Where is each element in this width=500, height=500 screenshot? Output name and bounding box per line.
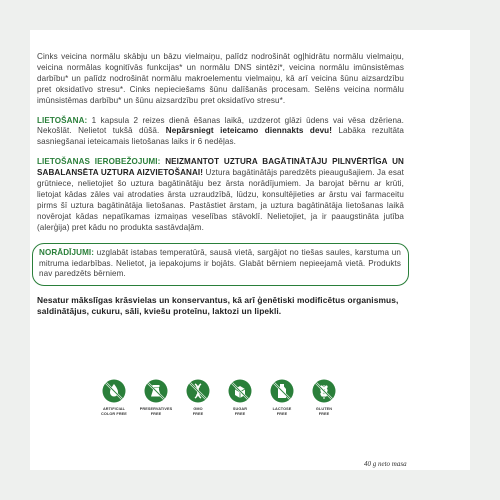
icon-label-line: FREE xyxy=(192,411,204,416)
net-weight: 40 g neto masa xyxy=(364,460,407,468)
gluten-icon xyxy=(311,378,337,404)
lactose-icon xyxy=(269,378,295,404)
usage-paragraph xyxy=(37,116,404,149)
usage-tail: Labāka rezultāta sasniegšanai ieteicamais lietošanas laiks ir 6 nedēļas. xyxy=(37,126,404,147)
icon-label-line: ARTIFICIAL xyxy=(102,407,126,411)
icon-item-artificial-color xyxy=(95,378,133,416)
artificial-color-icon xyxy=(101,378,127,404)
icon-label xyxy=(137,407,175,416)
icon-label-line: GLUTEN xyxy=(315,407,333,411)
icon-label-line: COLOR FREE xyxy=(101,411,127,416)
gmo-icon xyxy=(185,378,211,404)
icon-item-lactose xyxy=(263,378,301,416)
label-text xyxy=(37,52,404,326)
notice-heading: NORĀDĪJUMI: xyxy=(39,247,95,257)
usage-text: 1 kapsula 2 reizes dienā ēšanas laikā, uzdzerot glāzi ūdens vai vēsa dzēriena. Nekošlāt. Nelietot tukšā dūšā. xyxy=(37,115,404,136)
preservatives-icon xyxy=(143,378,169,404)
icon-label-line: FREE xyxy=(150,411,162,416)
icon-label xyxy=(221,407,259,416)
notice-text: uzglabāt istabas temperatūrā, sausā vietā, sargājot no tiešas saules, karstuma un mitruma iedarbības. Nelietot, ja iepakojums ir bojāts. Glabāt bērniem nepieejamā vietā. Produkts nav paredzēts bērniem. xyxy=(39,247,401,279)
free-from-icons xyxy=(95,378,345,438)
icon-item-preservatives xyxy=(137,378,175,416)
storage-notice-box xyxy=(32,243,409,287)
usage-heading: LIETOŠANA: xyxy=(37,115,88,125)
icon-label-line: FREE xyxy=(318,411,330,416)
icon-label xyxy=(263,407,301,416)
icon-label-line: GMO xyxy=(193,407,203,411)
icon-label-line: LACTOSE xyxy=(272,407,292,411)
restrictions-heading: LIETOŠANAS IEROBEŽOJUMI: xyxy=(37,157,161,167)
icon-label xyxy=(95,407,133,416)
restrictions-warning: NEIZMANTOT UZTURA BAGĀTINĀTĀJU PILNVĒRTĪGA UN SABALANSĒTA UZTURA AIZVIETOŠANAI! xyxy=(37,157,405,178)
icon-label-line: PRESERVATIVES xyxy=(139,407,173,411)
icon-label-line: FREE xyxy=(276,411,288,416)
icon-label-line: FREE xyxy=(234,411,246,416)
sugar-icon xyxy=(227,378,253,404)
icon-item-sugar xyxy=(221,378,259,416)
restrictions-paragraph xyxy=(37,157,404,233)
restrictions-text: Uztura bagātinātājs paredzēts pieaugušajiem. Ja esat grūtniece, nelietojiet šo uztura bagātinātāju bez ārsta norādījumiem. Ja barojat bērnu ar krūti, lietojat kādas zāles vai atrodaties ārsta uzraudzībā, lūdzu, konsultējieties ar ārstu vai farmaceitu pirms šī uztura bagātinātāja lietošanas. Pastāstiet ārstam, ja uztura bagātinātāja lietošanas laikā novērojat kādas nepatīkamas izmaiņas veselības stāvoklī. Nelietojiet, ja ir paaugstināta jutība (alerģija) pret kādu no produkta sastāvdaļām. xyxy=(37,168,404,232)
icon-label xyxy=(179,407,217,416)
icon-label xyxy=(305,407,343,416)
icon-item-gmo xyxy=(179,378,217,416)
intro-paragraph: Cinks veicina normālu skābju un bāzu vielmaiņu, palīdz nodrošināt ogļhidrātu normālu vielmaiņu, veicina normālas kognitīvās funkcijas* un normālu DNS sintēzi*, veicina normālu imūnsistēmas darbību* un palīdz nodrošināt normālu makroelementu vielmaiņu, kā arī veicina šūnu aizsardzību pret oksidatīvo stresu*. Cinks nepieciešams šūnu dalīšanās procesam. Selēns veicina normālu imūnsistēmas darbību* un šūnu aizsardzību pret oksidatīvo stresu*. xyxy=(37,52,404,105)
free-from-statement: Nesatur mākslīgas krāsvielas un konservantus, kā arī ģenētiski modificētus organismus, saldinātājus, cukuru, sāli, kviešu proteīnu, laktozi un lipekli. xyxy=(37,295,399,317)
usage-warning: Nepārsniegt ieteicamo diennakts devu! xyxy=(165,126,333,136)
icon-item-gluten xyxy=(305,378,343,416)
icon-label-line: SUGAR xyxy=(232,407,248,411)
